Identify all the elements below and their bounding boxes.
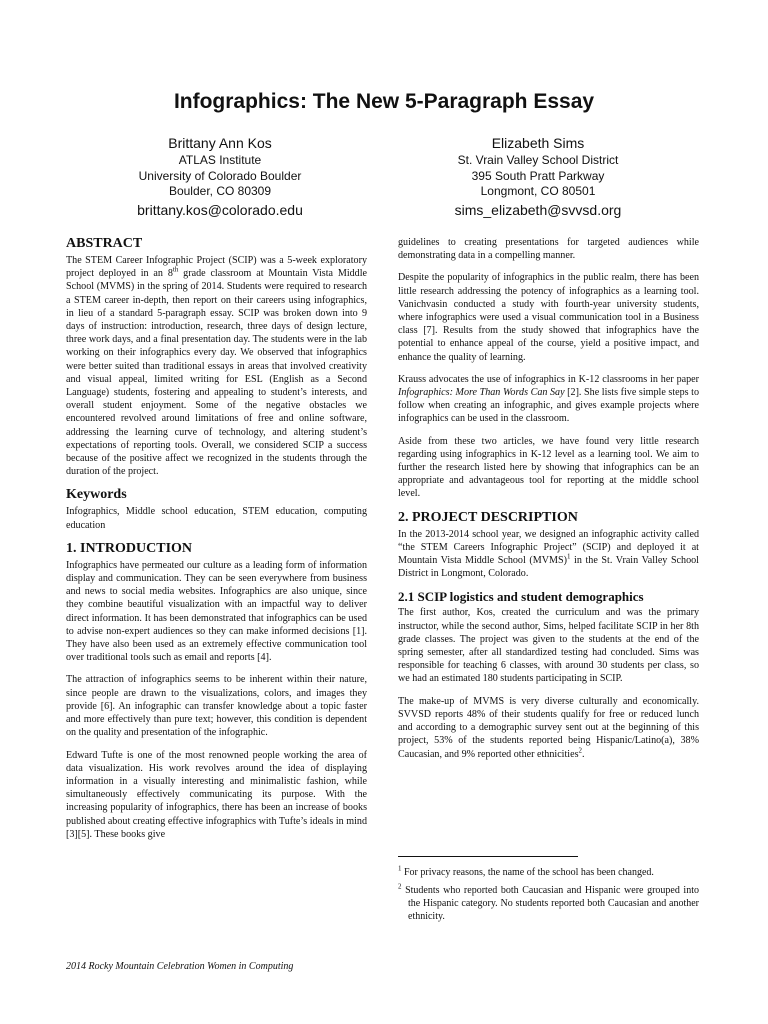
author-name: Elizabeth Sims	[491, 135, 585, 151]
intro-paragraph-2: The attraction of infographics seems to be inherent within their nature, since people are drawn to the visualizations, colors, and images they provide [6]. An infographic can transfer knowledge about a topic faster and more effectively than pure text; however, this condition is dependent on the quality and presentation of the infographic.	[66, 674, 367, 739]
author-name: Brittany Ann Kos	[168, 135, 272, 151]
venue-footer: 2014 Rocky Mountain Celebration Women in Computing	[66, 961, 294, 972]
intro-paragraph-4: Despite the popularity of infographics in the public realm, there has been little research addressing the potency of infographics as a learning tool. Vanichvasin conducted a study with fourth-year university students, where infographics were used a visual communication tool in a Business class [7]. Results from the study showed that infographics have the potential to enhance appeal of the course, yield a positive impact, and enhance the quality of learning.	[398, 272, 699, 363]
keywords-text: Infographics, Middle school education, STEM education, computing education	[66, 506, 367, 531]
intro-paragraph-3-continued: guidelines to creating presentations for targeted audiences while demonstrating data in a compelling manner.	[398, 237, 699, 262]
project-paragraph-1: In the 2013-2014 school year, we designed an infographic activity called “the STEM Careers Infographic Project” (SCIP) and deployed it at Mountain Vista Middle School (MVMS)$^1$ in the St. Vrain Valley School District in Longmont, Colorado.	[398, 528, 699, 580]
author-block-2	[388, 134, 688, 221]
intro-paragraph-3: Edward Tufte is one of the most renowned people working the area of data visualization. His work revolves around the idea of displaying information in a visually interesting and minimalistic fashion, while simultaneously effectively communicating its purpose. With the increasing popularity of infographics, there has been an increase of books published about creating effective infographics with Tufte’s ideals in mind [3][5]. These books give	[66, 749, 367, 840]
author-affiliation: ATLAS Institute	[178, 153, 262, 167]
intro-paragraph-5: Krauss advocates the use of infographics in K-12 classrooms in her paper Infographics: More Than Words Can Say [2]. She lists five simple steps to follow when creating an infographic, and gives example projects where infographics can be used in the classroom.	[398, 373, 700, 425]
footnotes	[398, 866, 699, 928]
author-email: sims_elizabeth@svvsd.org	[454, 201, 622, 218]
intro-paragraph-6: Aside from these two articles, we have found very little research regarding using infographics in K-12 level as a learning tool. We aim to further the research listed here by showing that infographics can be an appropriate and advantageous tool for reporting at the middle school level.	[398, 435, 699, 500]
footnote-divider	[398, 856, 578, 857]
author-address: Boulder, CO 80309	[168, 184, 272, 198]
cited-title: Infographics: More Than Words Can Say	[398, 387, 565, 399]
footnote-ref-2: 2	[578, 746, 582, 755]
subsection-heading: 2.1 SCIP logistics and student demographics	[398, 589, 644, 605]
left-column	[66, 236, 367, 841]
author-email: brittany.kos@colorado.edu	[137, 201, 303, 218]
author-affiliation: St. Vrain Valley School District	[457, 153, 619, 167]
paper-title: Infographics: The New 5-Paragraph Essay	[173, 90, 595, 113]
author-block-1	[70, 134, 370, 221]
project-description-heading: 2. PROJECT DESCRIPTION	[398, 509, 578, 525]
footnote-ref-1: 1	[566, 552, 571, 561]
footnote-1: $^1$ For privacy reasons, the name of the school has been changed.	[398, 864, 654, 878]
abstract-heading: ABSTRACT	[66, 236, 143, 251]
introduction-heading: 1. INTRODUCTION	[66, 540, 193, 556]
intro-paragraph-1: Infographics have permeated our culture as a leading form of information display and communication. They can be seen everywhere from business and news to social media websites. Infographics are also unique, since they combine beautiful visualization with an impactful way to deliver direct information. It has been demonstrated that infographics can be used to advise non-expert audiences so they can make informed decisions [1]. They have also been used as an extremely effective communication tool over traditional tools such as email and reports [4].	[66, 559, 367, 664]
keywords-heading: Keywords	[66, 487, 127, 503]
author-affiliation: University of Colorado Boulder	[138, 168, 302, 183]
abstract-paragraph: The STEM Career Infographic Project (SCIP) was a 5-week exploratory project deployed in an 8th grade classroom at Mountain Vista Middle School (MVMS) in the spring of 2014. Students were required to research a STEM career in-depth, then report on their careers using infographics, in lieu of a standard 5-paragraph essay. SCIP was broken down into 9 days of instruction: introduction, research, three days of design lecture, three work days, and a final presentation day. The students were in the lab working on their infographics every day. We observed that infographics were better suited than traditional essays in areas that involved creativity and visual appeal, limited writing for ESL (English as a Second Language) students, fostering and appealing to student’s interests, and overall student enjoyment. Some of the negative obstacles we encountered revolved around limitations of free and online software, addressing the learning curve of technology, and altering student’s expectations of reporting tools. Overall, we considered SCIP a success because of the positive affect we recognized in the students through the duration of the project.	[66, 255, 367, 478]
author-address: Longmont, CO 80501	[480, 184, 596, 198]
project-paragraph-2: The first author, Kos, created the curriculum and was the primary instructor, while the second author, Sims, helped facilitate SCIP in her 8th grade classes. The project was given to the students at the end of the spring semester, after all standardized testing had concluded. Sims was responsible for teaching 6 classes, with around 30 students per class, so we had an estimated 180 students participating in SCIP.	[398, 607, 699, 685]
author-address: 395 South Pratt Parkway	[471, 168, 605, 183]
footnote-2: $^2$ Students who reported both Caucasian and Hispanic were grouped into the Hispanic category. No students reported both Caucasian and another ethnicity.	[398, 882, 699, 922]
project-paragraph-3: The make-up of MVMS is very diverse culturally and economically. SVVSD reports 48% of their students qualify for free or reduced lunch and according to a demographic survey sent out at the beginning of this project, 53% of the students reported being Hispanic/Latino(a), 38% Caucasian, and 9% reported other ethnicities$^2$.	[398, 695, 699, 760]
right-column	[398, 236, 699, 770]
